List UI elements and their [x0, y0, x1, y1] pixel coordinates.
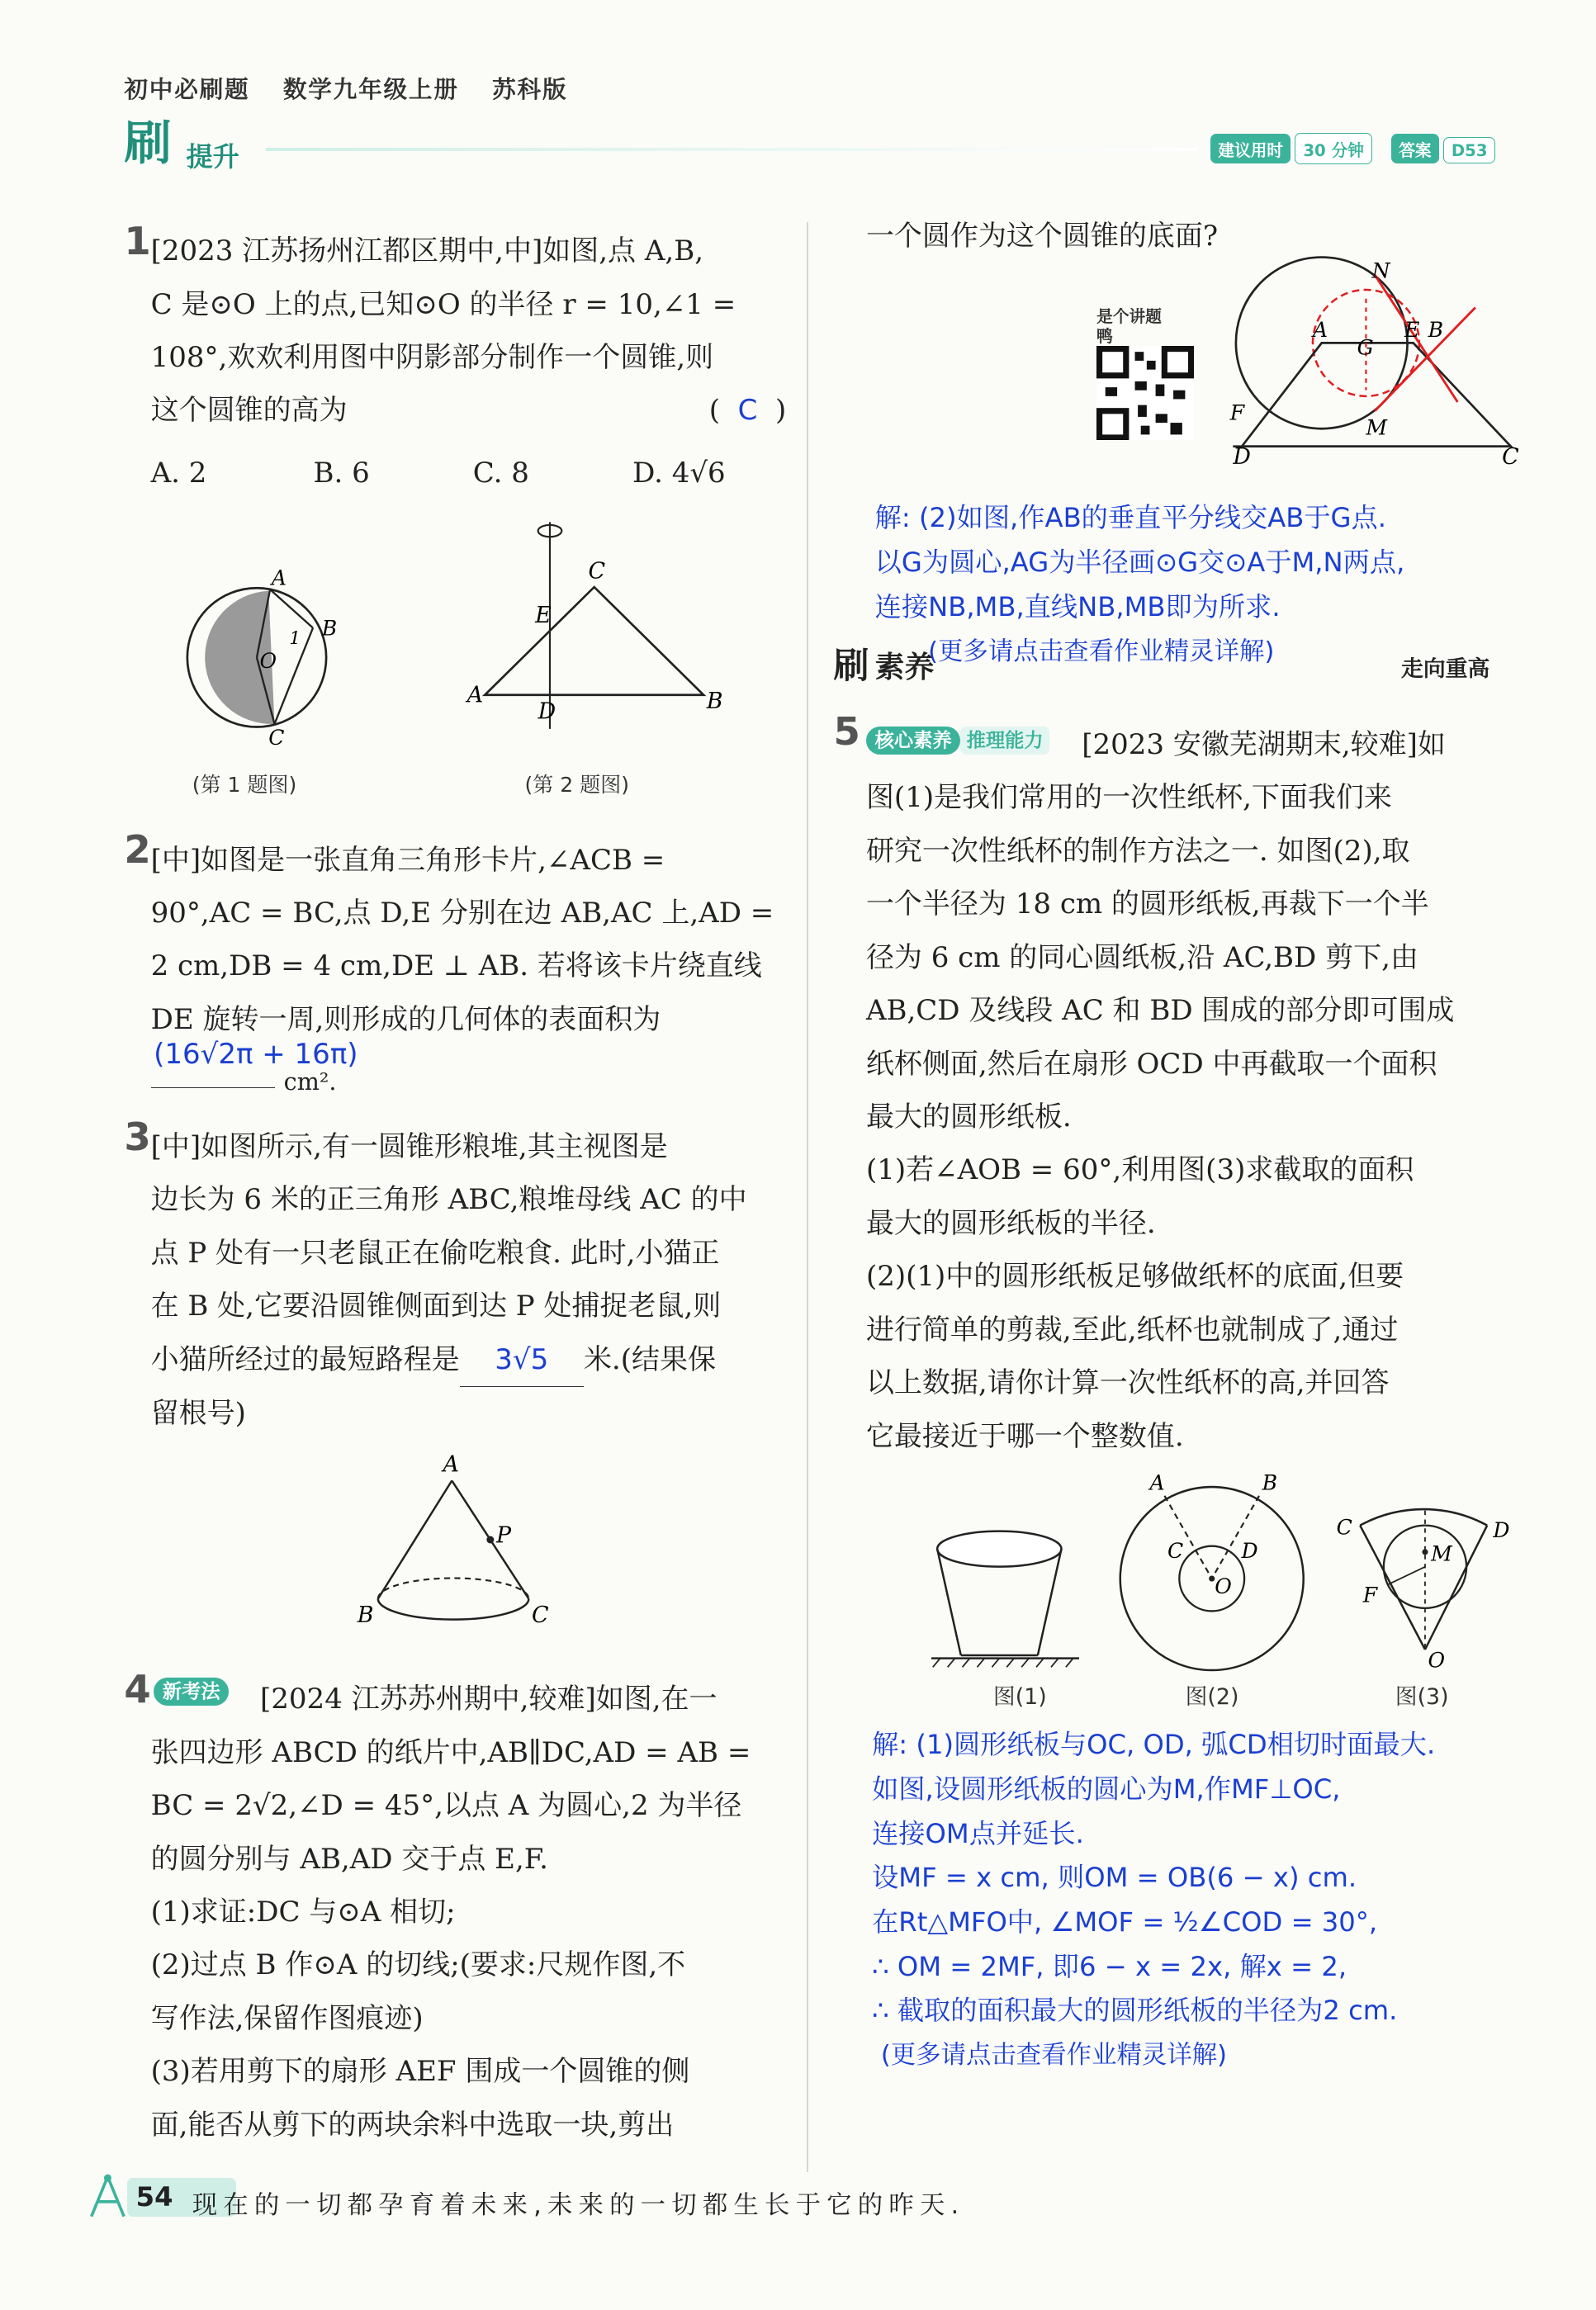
tangent-mb [1375, 307, 1475, 410]
q1-number: 1 [124, 218, 151, 263]
q4-line: (2)过点 B 作⊙A 的切线;(要求:尺规作图,不 [150, 1948, 686, 1982]
q5-sol-line: ∴ OM = 2MF, 即6 − x = 2x, 解x = 2, [872, 1950, 1347, 1982]
reasoning-tag: 推理能力 [960, 727, 1049, 755]
q5-line: 以上数据,请你计算一次性纸杯的高,并回答 [865, 1366, 1390, 1400]
label-e: E [1404, 318, 1419, 343]
q4-line: (3)若用剪下的扇形 AEF 围成一个圆锥的侧 [150, 2055, 690, 2089]
q4-sol-line: 连接NB,MB,直线NB,MB即为所求. [874, 590, 1281, 622]
q2-fig-caption: (第 2 题图) [524, 772, 629, 797]
q2-figure [458, 510, 739, 732]
center-o [1209, 1575, 1215, 1581]
qr-block[interactable] [1096, 307, 1203, 446]
perp-mf [1388, 1566, 1425, 1583]
fig2-caption: 图(2) [1185, 1684, 1239, 1711]
q1-line: 这个圆锥的高为 [150, 394, 348, 428]
header-book-info [124, 71, 591, 105]
q5-line: 纸杯侧面,然后在扇形 OCD 中再截取一个面积 [865, 1047, 1437, 1081]
q5-sol-line: 设MF = x cm, 则OM = OB(6 − x) cm. [872, 1862, 1357, 1894]
suyang-label: 素养 [874, 651, 935, 685]
q2-line: DE 旋转一周,则形成的几何体的表面积为 [150, 1002, 661, 1036]
q5-line: (1)若∠AOB = 60°,利用图(3)求截取的面积 [865, 1153, 1414, 1187]
q3-stem [151, 1120, 802, 1441]
q5-more-link[interactable]: (更多请点击查看作业精灵详解) [880, 2041, 1228, 2071]
label-b: B [706, 688, 723, 714]
q3-line5 [151, 1333, 802, 1387]
label-m: M [1430, 1541, 1452, 1566]
label-a: A [466, 682, 484, 708]
label-o: O [1215, 1574, 1232, 1598]
header-meta [1206, 133, 1495, 164]
q2-number: 2 [124, 827, 151, 873]
label-c: C [268, 726, 285, 750]
q5-line: 研究一次性纸杯的制作方法之一. 如图(2),取 [865, 834, 1410, 868]
label-e: E [534, 602, 552, 628]
fig3-caption: 图(3) [1395, 1684, 1449, 1711]
section-label: 提升 [186, 140, 239, 173]
q1-option-a: A. 2 [150, 456, 207, 490]
q3-line-part: 米.(结果保 [583, 1342, 717, 1376]
label-d: D [1492, 1517, 1509, 1542]
base-back [378, 1579, 529, 1599]
q5-line: 最大的圆形纸板. [865, 1101, 1072, 1134]
q4-line: BC = 2√2,∠D = 45°,以点 A 为圆心,2 为半径 [150, 1789, 742, 1823]
q4-line: 张四边形 ABCD 的纸片中,AB∥DC,AD = AB = [150, 1735, 751, 1769]
q5-sol-line: 解: (1)圆形纸板与OC, OD, 弧CD相切时面最大. [872, 1729, 1436, 1761]
label-b: B [1428, 318, 1443, 343]
cut-ac [1165, 1495, 1212, 1578]
label-a: A [443, 1451, 460, 1478]
q4-line: 一个圆作为这个圆锥的底面? [865, 220, 1219, 253]
q3-number: 3 [124, 1114, 151, 1159]
q5-stem [866, 718, 1517, 1463]
column-divider [807, 222, 808, 2173]
q4-sol-line: 以G为圆心,AG为半径画⊙G交⊙A于M,N两点, [874, 547, 1405, 579]
q4-line: 写作法,保留作图痕迹) [150, 2001, 424, 2035]
q1-stem [151, 225, 787, 438]
arc-cd [1360, 1509, 1487, 1526]
label-d: D [538, 698, 556, 724]
label-b: B [322, 616, 338, 641]
q5-line: AB,CD 及线段 AC 和 BD 围成的部分即可围成 [865, 994, 1455, 1028]
cup-rim [937, 1531, 1061, 1566]
q3-line: 点 P 处有一只老鼠正在偷吃粮食. 此时,小猫正 [150, 1236, 720, 1270]
cup-left [937, 1549, 961, 1655]
label-g: G [1357, 335, 1374, 360]
label-f: F [1362, 1583, 1377, 1607]
q3-answer: 3√5 [460, 1333, 584, 1387]
q1-answer: C [737, 394, 758, 428]
q1-line: C 是⊙O 上的点,已知⊙O 的半径 r = 10,∠1 = [150, 287, 736, 321]
compass-icon [83, 2172, 133, 2222]
label-d: D [1232, 444, 1251, 469]
ground-hatch [932, 1658, 1073, 1667]
label-b: B [1262, 1470, 1278, 1495]
label-o: O [260, 649, 277, 674]
label-p: P [496, 1522, 512, 1549]
label-n: N [1371, 258, 1390, 283]
q1-options [151, 447, 802, 499]
q2-line: 2 cm,DB = 4 cm,DE ⊥ AB. 若将该卡片绕直线 [150, 949, 762, 983]
point-p [487, 1536, 495, 1544]
q1-last-line [151, 384, 787, 437]
cut-bd [1212, 1495, 1259, 1578]
fig1-caption: 图(1) [992, 1684, 1047, 1711]
label-b: B [358, 1602, 374, 1629]
answer-code: D53 [1443, 137, 1496, 163]
q5-line: 图(1)是我们常用的一次性纸杯,下面我们来 [865, 781, 1392, 815]
cup-right [1038, 1549, 1062, 1655]
center-m [1422, 1549, 1428, 1555]
q1-answer-bracket [709, 384, 787, 437]
subject-title: 数学九年级上册 [282, 74, 459, 103]
base-front [378, 1599, 529, 1620]
q5-solution [872, 1723, 1566, 2078]
q2-stem [151, 834, 802, 1047]
page-number: 54 [135, 2181, 173, 2213]
q5-line: 它最接近于哪一个整数值. [865, 1419, 1184, 1453]
suyang-char: 刷 [833, 646, 869, 688]
q2-unit: cm². [283, 1067, 337, 1096]
q1-paren-close: ) [775, 394, 787, 428]
label-o: O [1428, 1648, 1445, 1672]
q4-line: 面,能否从剪下的两块余料中选取一块,剪出 [150, 2108, 675, 2142]
series-title: 初中必刷题 [124, 74, 250, 103]
q5-line: 最大的圆形纸板的半径. [865, 1206, 1156, 1240]
new-method-tag: 新考法 [154, 1678, 229, 1706]
label-angle1: 1 [289, 628, 301, 650]
q5-fig1-cup [931, 1508, 1094, 1678]
answer-label: 答案 [1391, 134, 1438, 163]
q5-line: 径为 6 cm 的同心圆纸板,沿 AC,BD 剪下,由 [865, 940, 1418, 974]
header-rule [266, 148, 1197, 151]
q1-fig-caption: (第 1 题图) [192, 772, 297, 797]
label-a: A [1149, 1470, 1165, 1495]
q1-line: [2023 江苏扬州江都区期中,中]如图,点 A,B, [150, 234, 704, 268]
label-c: C [1501, 444, 1519, 469]
q5-line: [2023 安徽芜湖期末,较难]如 [1082, 727, 1446, 761]
q1-paren-open: ( [708, 394, 720, 428]
footer-motto: 现在的一切都孕育着未来,未来的一切都生长于它的昨天. [192, 2190, 965, 2220]
q5-sol-line: 连接OM点并延长. [872, 1817, 1084, 1849]
edition-title: 苏科版 [492, 74, 568, 103]
q5-fig3-sector [1333, 1502, 1526, 1672]
q3-line-part: 小猫所经过的最短路程是 [150, 1342, 460, 1376]
q4-figure [1221, 254, 1532, 469]
q5-number: 5 [833, 709, 860, 755]
q2-answer-line [151, 1087, 275, 1088]
suyang-right: 走向重高 [1401, 656, 1490, 682]
q4-line: 的圆分别与 AB,AD 交于点 E,F. [150, 1842, 548, 1876]
q5-sol-line: 如图,设圆形纸板的圆心为M,作MF⊥OC, [872, 1773, 1341, 1805]
q4-line: (1)求证:DC 与⊙A 相切; [150, 1896, 456, 1929]
qr-label: 是个讲题鸭 [1096, 307, 1162, 346]
q5-line: 一个半径为 18 cm 的圆形纸板,再裁下一个半 [865, 888, 1429, 921]
label-m: M [1365, 415, 1387, 440]
q5-fig2-disc [1111, 1466, 1319, 1673]
q4-more-link[interactable]: (更多请点击查看作业精灵详解) [928, 637, 1275, 666]
q4-stem [151, 1673, 802, 2151]
q3-line: 在 B 处,它要沿圆锥侧面到达 P 处捕捉老鼠,则 [150, 1290, 722, 1323]
time-value: 30 分钟 [1295, 133, 1371, 164]
q3-line: 留根号) [150, 1397, 246, 1430]
q3-line: [中]如图所示,有一圆锥形粮堆,其主视图是 [150, 1129, 668, 1163]
q5-sol-line: 在Rt△MFO中, ∠MOF = ½∠COD = 30°, [872, 1905, 1378, 1938]
q5-line: 进行简单的剪裁,至此,纸杯也就制成了,通过 [865, 1313, 1399, 1347]
q4-number: 4 [124, 1667, 151, 1712]
label-a: A [272, 566, 287, 590]
q1-option-d: D. 4√6 [632, 456, 726, 490]
q1-figure [165, 561, 372, 754]
q1-line: 108°,欢欢利用图中阴影部分制作一个圆锥,则 [150, 340, 714, 374]
label-c: C [588, 557, 605, 584]
label-a: A [1312, 318, 1328, 343]
q5-line: (2)(1)中的圆形纸板足够做纸杯的底面,但要 [865, 1260, 1404, 1294]
q2-answer: (16√2π + 16π) [154, 1037, 358, 1071]
q2-line: 90°,AC = BC,点 D,E 分别在边 AB,AC 上,AD = [150, 896, 774, 930]
section-char: 刷 [124, 115, 172, 171]
q1-option-c: C. 8 [472, 456, 529, 490]
q5-sol-line: ∴ 截取的面积最大的圆形纸板的半径为2 cm. [872, 1995, 1398, 2027]
triangle-acb [485, 587, 703, 695]
core-literacy-tag: 核心素养 [866, 727, 961, 755]
label-c: C [532, 1602, 549, 1629]
q4-line: [2024 江苏苏州期中,较难]如图,在一 [260, 1683, 717, 1716]
footer [83, 2172, 1531, 2225]
label-d: D [1241, 1538, 1258, 1563]
label-c: C [1167, 1538, 1184, 1563]
label-f: F [1229, 400, 1244, 425]
time-label: 建议用时 [1210, 134, 1291, 163]
suyang-header [834, 638, 1528, 689]
q4-sol-line: 解: (2)如图,作AB的垂直平分线交AB于G点. [874, 502, 1386, 534]
q3-line: 边长为 6 米的正三角形 ABC,粮堆母线 AC 的中 [150, 1183, 747, 1217]
qr-code-icon[interactable] [1096, 346, 1194, 441]
q1-option-b: B. 6 [313, 456, 370, 490]
q2-line: [中]如图是一张直角三角形卡片,∠ACB = [150, 843, 665, 877]
q3-figure [348, 1448, 571, 1640]
label-c: C [1336, 1515, 1352, 1540]
